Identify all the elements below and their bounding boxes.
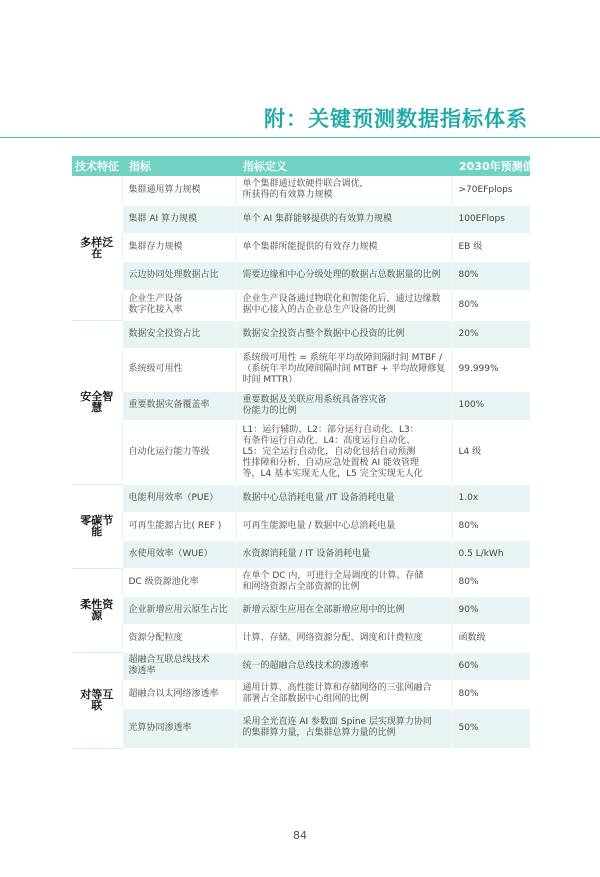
page-title: 附：关键预测数据指标体系 <box>264 107 528 131</box>
definition-cell: 在单个 DC 内，可进行全局调度的计算、存储 和网络资源占全部资源的比例 <box>236 568 452 596</box>
metric-cell: 企业新增应用云原生占比 <box>122 596 236 624</box>
metric-cell: 水使用效率（WUE） <box>122 540 236 568</box>
table-row <box>72 233 530 261</box>
metric-cell: 自动化运行能力等级 <box>122 420 236 484</box>
table-row <box>72 205 530 233</box>
metric-cell: DC 级资源池化率 <box>122 568 236 596</box>
table-body <box>72 176 530 748</box>
feature-cell: 多样泛在 <box>72 176 122 320</box>
forecast-cell: 80% <box>452 680 530 708</box>
metric-cell: 云边协同处理数据占比 <box>122 261 236 290</box>
definition-cell: 统一的超融合总线技术的渗透率 <box>236 652 452 680</box>
header-definition: 指标定义 <box>236 156 452 176</box>
definition-cell: 计算、存储、网络资源分配、调度和计费粒度 <box>236 624 452 652</box>
forecast-cell: 99.999% <box>452 348 530 391</box>
definition-cell: 重要数据及关联应用系统具备容灾备 份能力的比例 <box>236 391 452 420</box>
definition-cell: 新增云原生应用在全部新增应用中的比例 <box>236 596 452 624</box>
forecast-cell: 0.5 L/kWh <box>452 540 530 568</box>
metric-cell: 光算协同渗透率 <box>122 708 236 748</box>
metric-cell: 可再生能源占比( REF ) <box>122 512 236 540</box>
definition-cell: 单个集群通过软硬件联合调优， 所获得的有效算力规模 <box>236 176 452 205</box>
table-row <box>72 420 530 484</box>
forecast-cell: 80% <box>452 512 530 540</box>
table-row <box>72 261 530 290</box>
definition-cell: 数据安全投资占整个数据中心投资的比例 <box>236 320 452 348</box>
table-row <box>72 540 530 568</box>
forecast-cell: 90% <box>452 596 530 624</box>
metric-cell: 资源分配粒度 <box>122 624 236 652</box>
feature-cell: 零碳节能 <box>72 484 122 568</box>
metric-cell: 超融合互联总线技术 渗透率 <box>122 652 236 680</box>
metric-cell: 电能利用效率（PUE） <box>122 484 236 512</box>
header-metric: 指标 <box>122 156 236 176</box>
forecast-cell: 60% <box>452 652 530 680</box>
table-row <box>72 652 530 680</box>
definition-cell: 单个 AI 集群能够提供的有效算力规模 <box>236 205 452 233</box>
metric-cell: 企业生产设备 数字化接入率 <box>122 290 236 320</box>
table-row <box>72 176 530 205</box>
definition-cell: 数据中心总消耗电量 /IT 设备消耗电量 <box>236 484 452 512</box>
table-row <box>72 708 530 748</box>
feature-cell: 安全智慧 <box>72 320 122 484</box>
header-forecast: 2030年预测值 <box>452 156 530 176</box>
table-row <box>72 512 530 540</box>
title-divider <box>0 137 600 138</box>
table-row <box>72 348 530 391</box>
metric-cell: 超融合以太网络渗透率 <box>122 680 236 708</box>
forecast-cell: EB 级 <box>452 233 530 261</box>
forecast-cell: 80% <box>452 568 530 596</box>
forecast-cell: 20% <box>452 320 530 348</box>
feature-cell: 对等互联 <box>72 652 122 748</box>
forecast-cell: 1.0x <box>452 484 530 512</box>
table-header-row <box>72 156 530 176</box>
header-feature: 技术特征 <box>72 156 122 176</box>
forecast-cell: 50% <box>452 708 530 748</box>
definition-cell: L1：运行辅助、L2：部分运行自动化、L3： 有条件运行自动化、L4：高度运行自动化、 L5：完全运行自动化，自动化包括自动预测 性排障和分析、自动应急处置极 AI 能效管理 等，L4 基本实现无人化，L5 完全实现无人化 <box>236 420 452 484</box>
forecast-cell: 100EFlops <box>452 205 530 233</box>
definition-cell: 采用全光直连 AI 参数面 Spine 层实现算力协同 的集群算力量，占集群总算力量的比例 <box>236 708 452 748</box>
definition-cell: 单个集群所能提供的有效存力规模 <box>236 233 452 261</box>
feature-cell: 柔性资源 <box>72 568 122 652</box>
metric-cell: 集群通用算力规模 <box>122 176 236 205</box>
definition-cell: 需要边缘和中心分级处理的数据占总数据量的比例 <box>236 261 452 290</box>
table-row <box>72 596 530 624</box>
forecast-cell: 80% <box>452 261 530 290</box>
table-row <box>72 290 530 320</box>
metrics-table <box>72 156 534 749</box>
table-row <box>72 391 530 420</box>
table-row <box>72 624 530 652</box>
metric-cell: 系统级可用性 <box>122 348 236 391</box>
metric-cell: 重要数据灾备覆盖率 <box>122 391 236 420</box>
definition-cell: 可再生能源电量 / 数据中心总消耗电量 <box>236 512 452 540</box>
table-row <box>72 680 530 708</box>
definition-cell: 通用计算、高性能计算和存储网络的三张网融合 部署占全部数据中心组网的比例 <box>236 680 452 708</box>
definition-cell: 系统级可用性 = 系统年平均故障间隔时间 MTBF / （系统年平均故障间隔时间 MTBF + 平均故障修复 时间 MTTR） <box>236 348 452 391</box>
table-row <box>72 320 530 348</box>
forecast-cell: L4 级 <box>452 420 530 484</box>
definition-cell: 水资源消耗量 / IT 设备消耗电量 <box>236 540 452 568</box>
page-number: 84 <box>293 829 307 842</box>
metric-cell: 集群存力规模 <box>122 233 236 261</box>
definition-cell: 企业生产设备通过物联化和智能化后，通过边缘数 据中心接入的占企业总生产设备的比例 <box>236 290 452 320</box>
table-row <box>72 484 530 512</box>
table-row <box>72 568 530 596</box>
forecast-cell: >70EFplops <box>452 176 530 205</box>
forecast-cell: 80% <box>452 290 530 320</box>
forecast-cell: 函数级 <box>452 624 530 652</box>
metric-cell: 数据安全投资占比 <box>122 320 236 348</box>
metric-cell: 集群 AI 算力规模 <box>122 205 236 233</box>
forecast-cell: 100% <box>452 391 530 420</box>
